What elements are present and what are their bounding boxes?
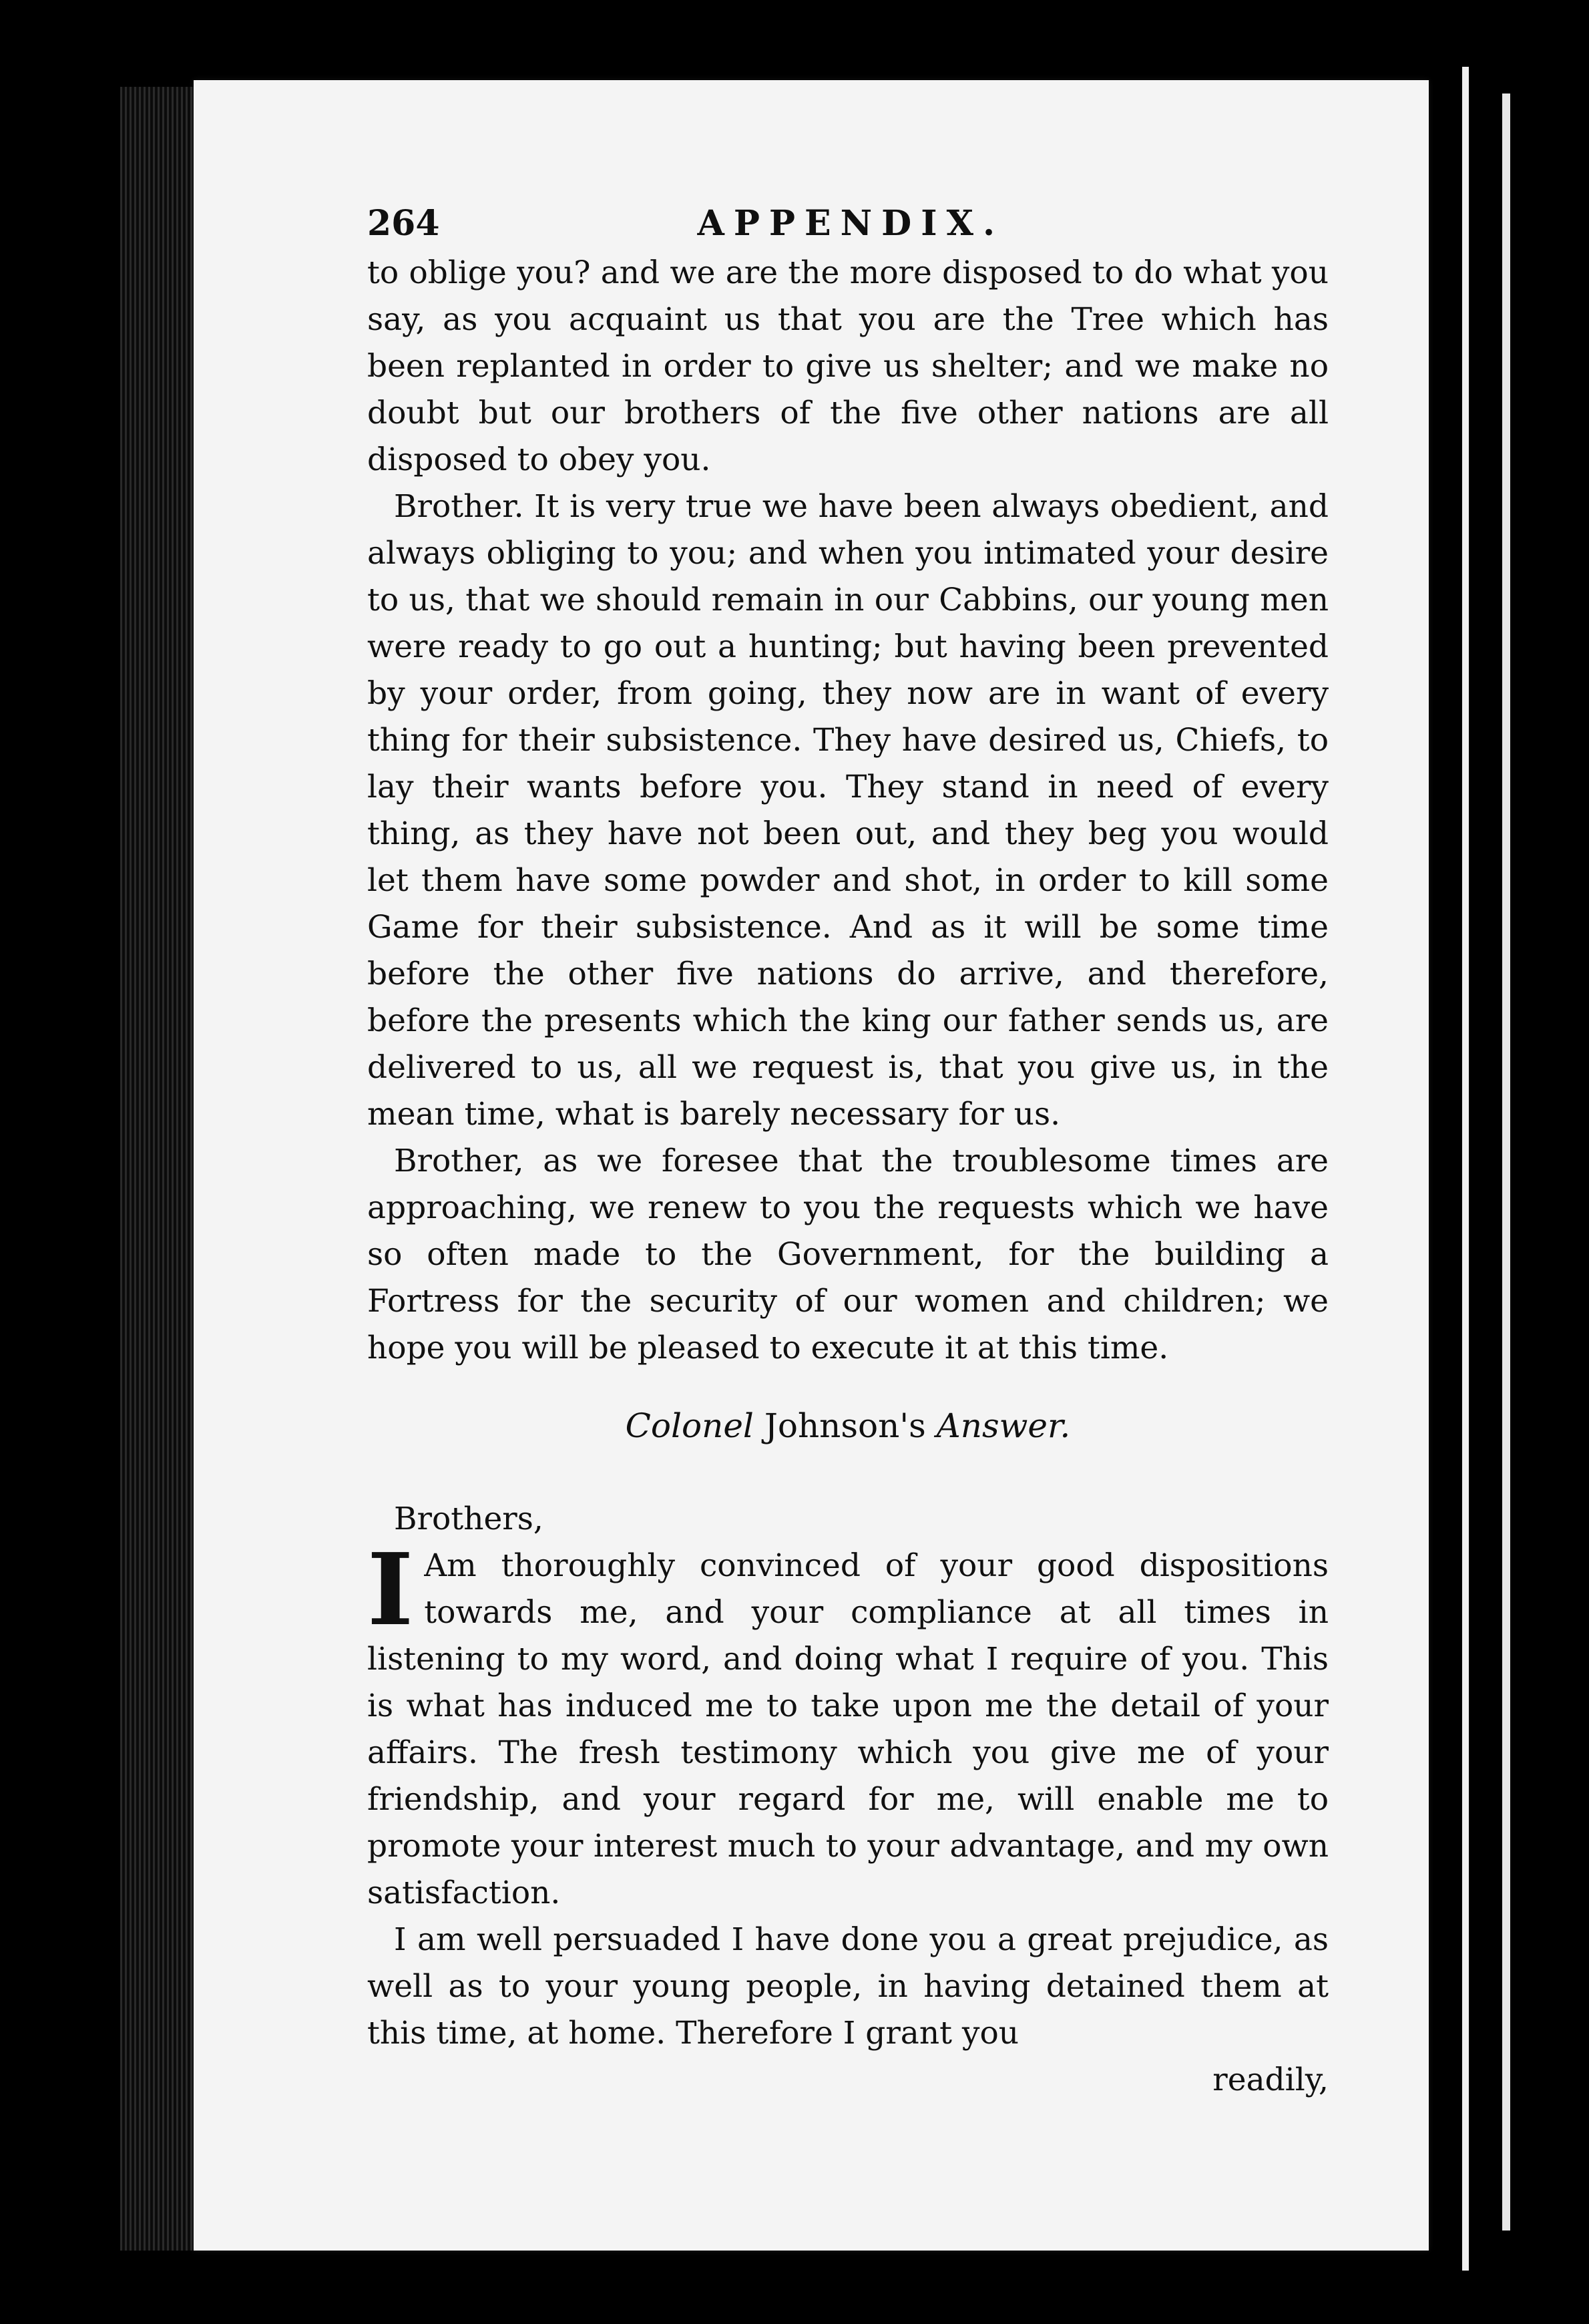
catchword: readily, (1212, 2062, 1329, 2098)
heading-johnson: Johnson's (753, 1406, 937, 1445)
heading-answer: Answer. (936, 1406, 1071, 1445)
page-text (367, 200, 1329, 2104)
page-number: 264 (367, 203, 440, 244)
drop-cap: I (367, 1531, 414, 1648)
page-header (367, 200, 1329, 247)
paragraph-brother-obedient: Brother. It is very true we have been always obedient, and always obliging to you; and when you intimated your desire to us, that we should remain in our Cabbins, our young men were ready to go out a hunting; but having been prevented by your order, from going, they now are in want of every thing for their subsistence. They have desired us, Chiefs, to lay their wants before you. They stand in need of every thing, as they have not been out, and they beg you would let them have some powder and shot, in order to kill some Game for their subsistence. And as it will be some time before the other five nations do arrive, and therefore, before the presents which the king our father sends us, are delivered to us, all we request is, that you give us, in the mean time, what is barely necessary for us. (367, 488, 1329, 1133)
section-heading (367, 1402, 1329, 1449)
paragraph-brother-fortress: Brother, as we foresee that the troublesome times are approaching, we renew to you the requests which we have so often made to the Government, for the building a Fortress for the security of our women and children; we hope you will be pleased to execute it at this time. (367, 1143, 1329, 1366)
heading-colonel: Colonel (625, 1406, 754, 1445)
book-spine (1429, 80, 1462, 2251)
paragraph-continuation: to oblige you? and we are the more disposed to do what you say, as you acquaint us that you are the Tree which has been replanted in order to give us shelter; and we make no doubt but our brothers of the five other nations are all disposed to obey you. (367, 254, 1329, 478)
facing-page-strip (1502, 93, 1510, 2231)
answer-second-paragraph: I am well persuaded I have done you a great prejudice, as well as to your young people, in having detained them at this time, at home. Therefore I grant you (367, 1921, 1329, 2052)
answer-first-text: Am thoroughly convinced of your good dispositions towards me, and your compliance at all times in listening to my word, and doing what I require of you. This is what has induced me to take upon me the detail of your affairs. The fresh testimony which you give me of your friendship, and your regard for me, will enable me to promote your interest much to your advantage, and my own satisfaction. (367, 1547, 1329, 1911)
answer-first-paragraph (367, 1531, 1329, 1917)
running-head: APPENDIX. (697, 203, 1005, 244)
book-page (194, 80, 1429, 2251)
salutation: Brothers, (394, 1501, 543, 1537)
facing-page-edge (1462, 67, 1589, 2271)
